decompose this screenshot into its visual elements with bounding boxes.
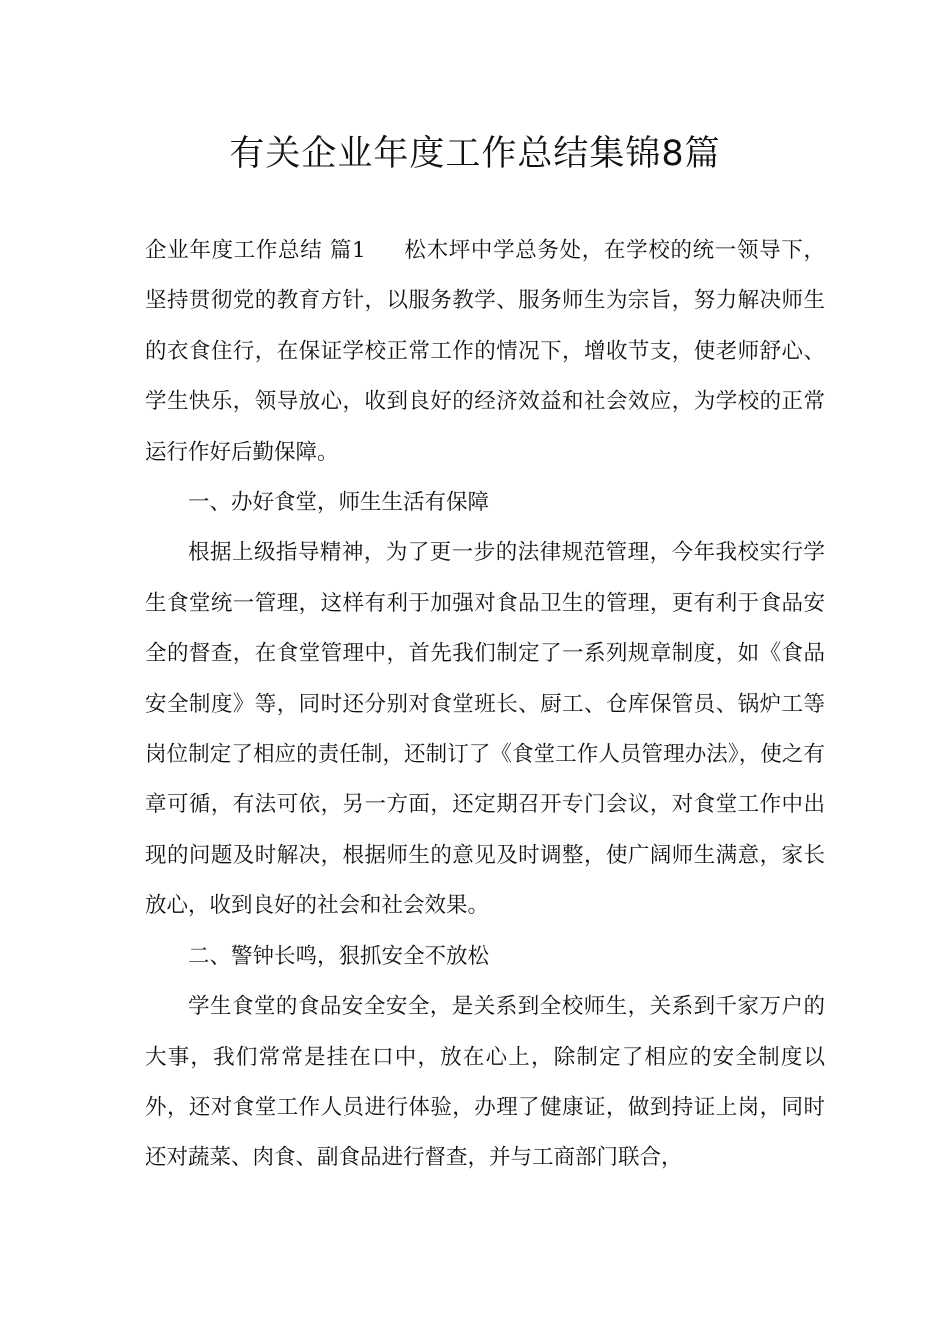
section-label: 企业年度工作总结 篇1 [145,238,366,263]
body-paragraph-1: 根据上级指导精神，为了更一步的法律规范管理，今年我校实行学生食堂统一管理，这样有利于加强对食品卫生的管理，更有利于食品安全的督查，在食堂管理中，首先我们制定了一系列规章制度，如《食品安全制度》等，同时还分别对食堂班长、厨工、仓库保管员、锅炉工等岗位制定了相应的责任制，还制订了《食堂工作人员管理办法》，使之有章可循，有法可依，另一方面，还定期召开专门会议，对食堂工作中出现的问题及时解决，根据师生的意见及时调整，使广阔师生满意，家长放心，收到良好的社会和社会效果。 [145,540,825,919]
document-body [145,226,825,1184]
intro-paragraph [145,226,825,478]
intro-text: 松木坪中学总务处，在学校的统一领导下，坚持贯彻党的教育方针，以服务教学、服务师生为宗旨，努力解决师生的衣食住行，在保证学校正常工作的情况下，增收节支，使老师舒心、学生快乐，领导放心，收到良好的经济效益和社会效应，为学校的正常运行作好后勤保障。 [145,238,825,465]
section-heading-1: 一、办好食堂，师生生活有保障 [188,490,490,516]
body-paragraph-2: 学生食堂的食品安全安全，是关系到全校师生，关系到千家万户的大事，我们常常是挂在口中，放在心上，除制定了相应的安全制度以外，还对食堂工作人员进行体验，办理了健康证，做到持证上岗，同时还对蔬菜、肉食、副食品进行督查，并与工商部门联合， [145,994,825,1171]
document-title: 有关企业年度工作总结集锦8篇 [229,134,721,174]
section-heading-2: 二、警钟长鸣，狠抓安全不放松 [188,943,490,969]
